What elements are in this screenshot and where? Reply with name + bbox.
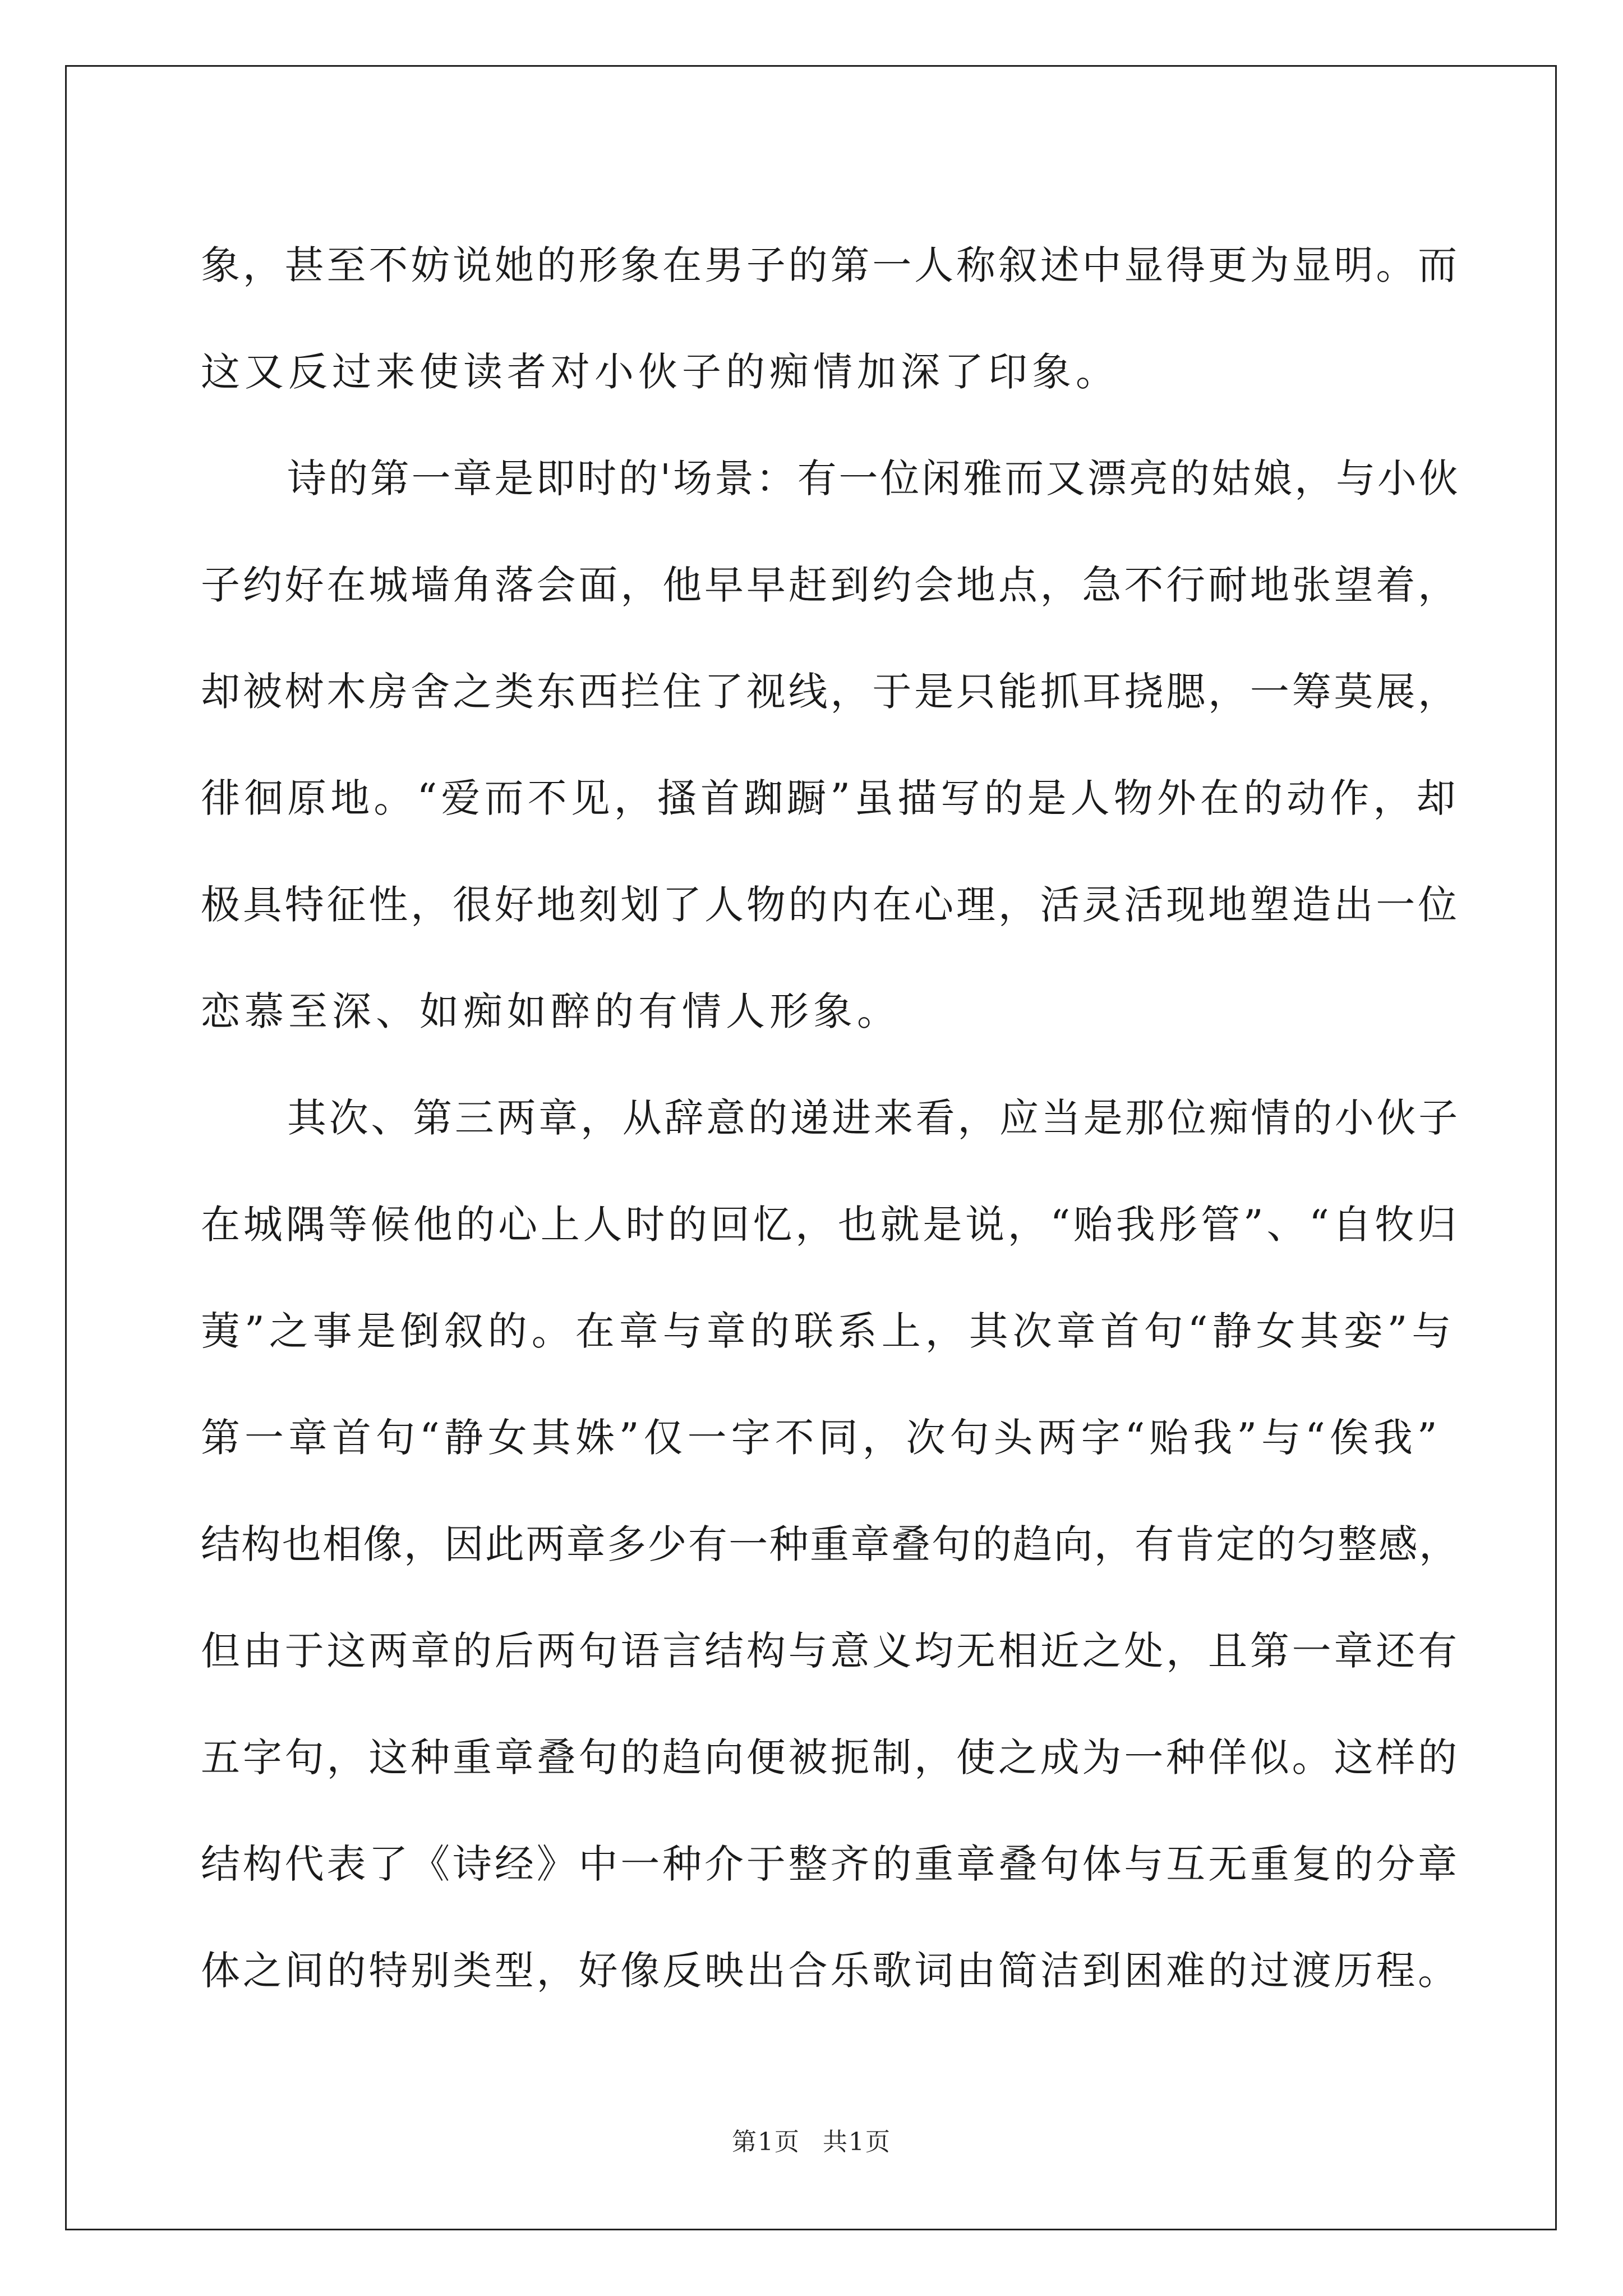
- paragraph-1: [201, 212, 1468, 425]
- paragraph-2: [201, 425, 1468, 1065]
- text-line: 体之间的特别类型，好像反映出合乐歌词由简洁到困难的过渡历程。: [201, 1948, 1460, 1994]
- text-line: 荑”之事是倒叙的。在章与章的联系上，其次章首句“静女其娈”与: [201, 1308, 1456, 1354]
- text-line: 象，甚至不妨说她的形象在男子的第一人称叙述中显得更为显明。而: [201, 242, 1460, 288]
- text-line: 结构也相像，因此两章多少有一种重章叠句的趋向，有肯定的匀整感，: [201, 1521, 1460, 1567]
- text-line: 但由于这两章的后两句语言结构与意义均无相近之处，且第一章还有: [201, 1628, 1460, 1674]
- text-line: 这又反过来使读者对小伙子的痴情加深了印象。: [201, 349, 1119, 395]
- document-body: [201, 212, 1468, 2024]
- text-line: 五字句，这种重章叠句的趋向便被扼制，使之成为一种佯似。这样的: [201, 1734, 1460, 1780]
- page-footer: [0, 2122, 1623, 2157]
- page-total: 共1页: [823, 2128, 891, 2156]
- text-line: 其次、第三两章，从辞意的递进来看，应当是那位痴情的小伙子: [287, 1095, 1460, 1141]
- text-line: 结构代表了《诗经》中一种介于整齐的重章叠句体与互无重复的分章: [201, 1841, 1460, 1887]
- page-number: 第1页: [732, 2128, 800, 2156]
- text-line: 在城隅等候他的心上人时的回忆，也就是说，“贻我彤管”、“自牧归: [201, 1202, 1460, 1248]
- text-line: 恋慕至深、如痴如醉的有情人形象。: [201, 988, 901, 1034]
- text-line: 第一章首句“静女其姝”仅一字不同，次句头两字“贻我”与“俟我”: [201, 1415, 1442, 1461]
- text-line: 诗的第一章是即时的'场景：有一位闲雅而又漂亮的姑娘，与小伙: [287, 455, 1460, 501]
- text-line: 子约好在城墙角落会面，他早早赶到约会地点，急不行耐地张望着，: [201, 562, 1460, 608]
- paragraph-3: [201, 1065, 1468, 2024]
- text-line: 却被树木房舍之类东西拦住了视线，于是只能抓耳挠腮，一筹莫展，: [201, 669, 1460, 715]
- text-line: 徘徊原地。“爱而不见，搔首踟蹰”虽描写的是人物外在的动作，却: [201, 775, 1460, 821]
- text-line: 极具特征性，很好地刻划了人物的内在心理，活灵活现地塑造出一位: [201, 882, 1460, 928]
